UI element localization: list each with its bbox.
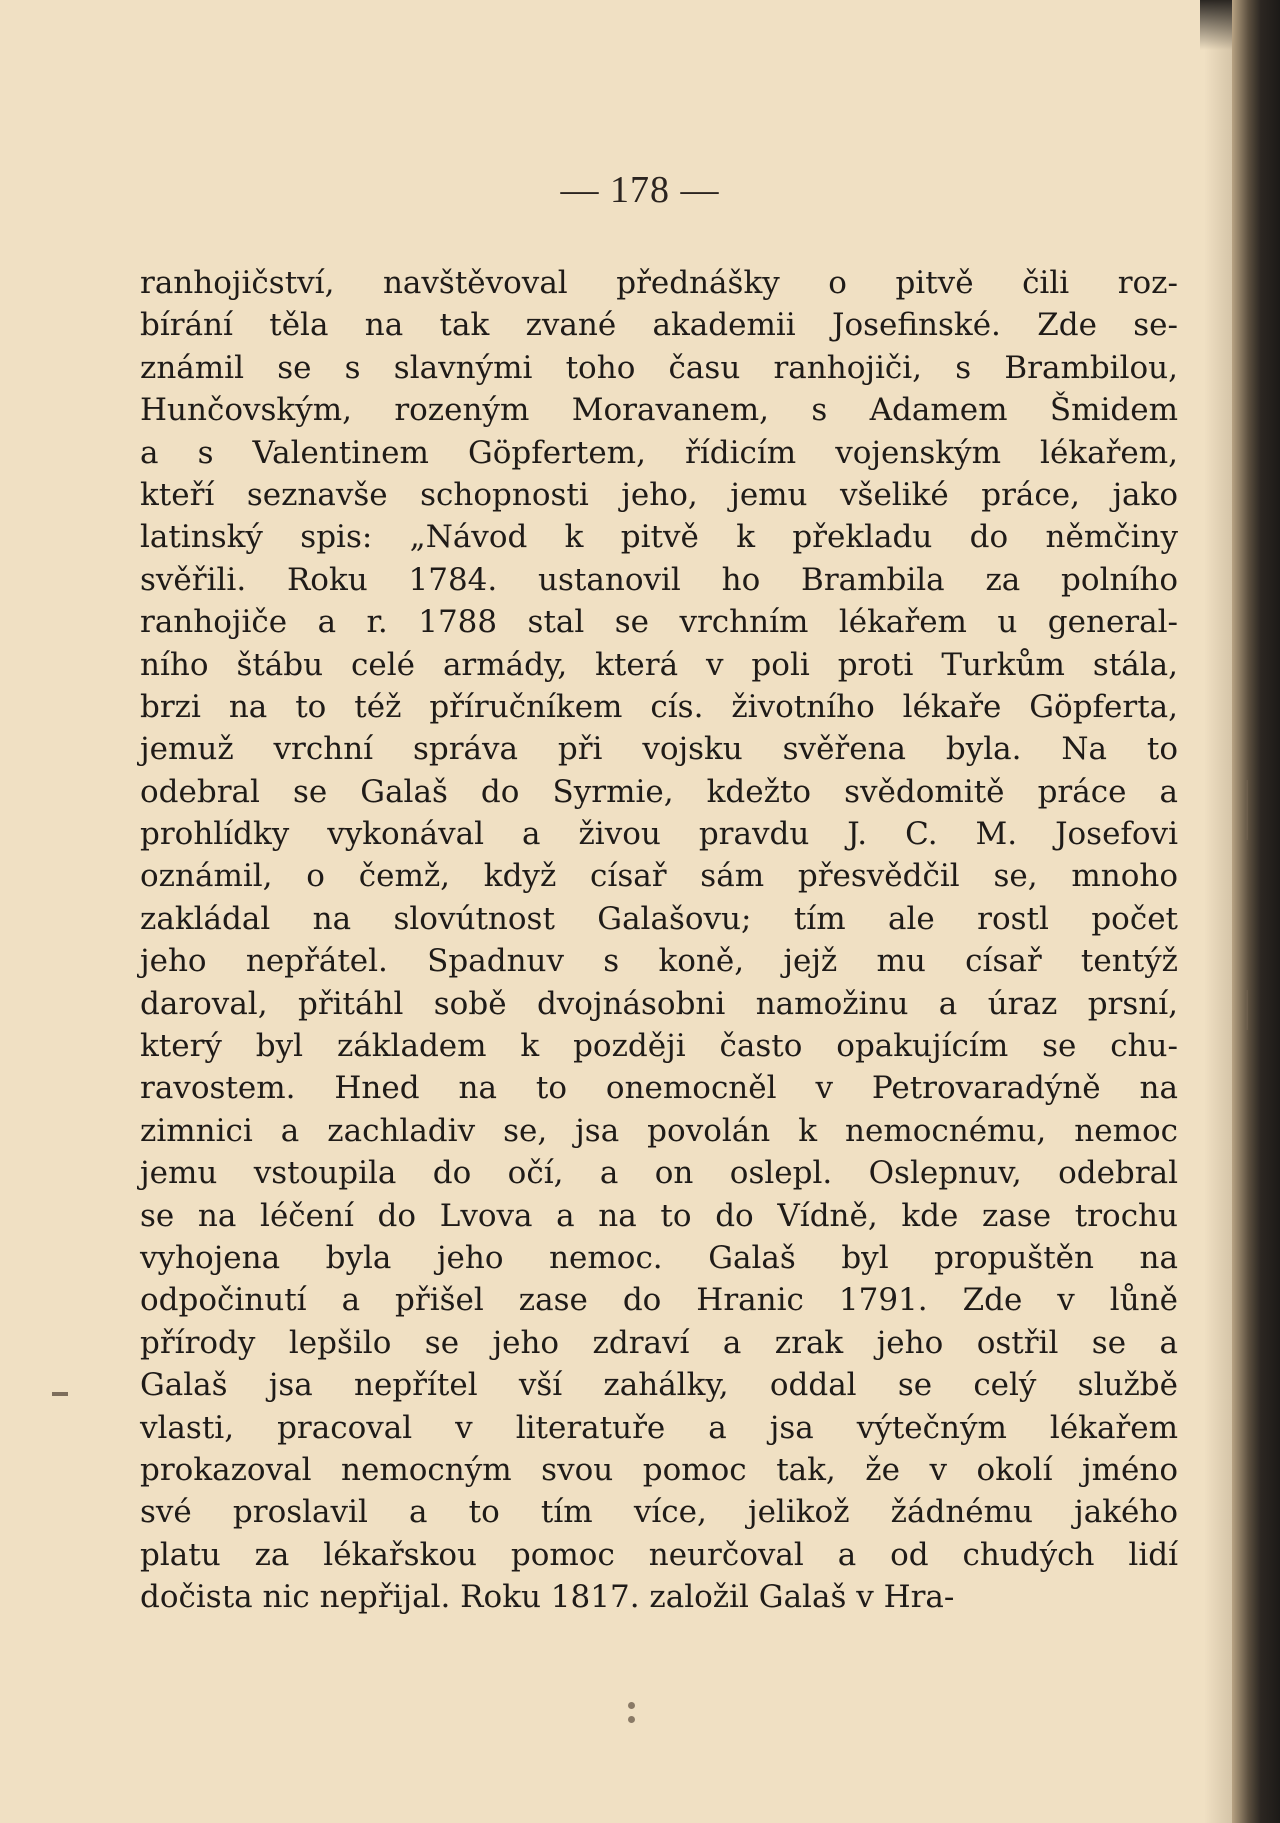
text-line: se na léčení do Lvova a na to do Vídně, kde zase trochu: [140, 1197, 1178, 1234]
text-line: brzi na to též příručníkem cís. životního lékaře Göpferta,: [140, 688, 1178, 725]
text-line: ranhojiče a r. 1788 stal se vrchním lékařem u general-: [140, 604, 1178, 641]
text-line: jemuž vrchní správa při vojsku svěřena byla. Na to: [140, 731, 1178, 768]
text-line: latinský spis: „Návod k pitvě k překladu do němčiny: [140, 519, 1178, 556]
body-text: [140, 262, 1178, 1619]
text-line: prokazoval nemocným svou pomoc tak, že v okolí jméno: [140, 1451, 1178, 1488]
text-line: daroval, přitáhl sobě dvojnásobni namožinu a úraz prsní,: [140, 985, 1178, 1022]
gutter-shadow: [1204, 0, 1232, 1823]
text-line: vyhojena byla jeho nemoc. Galaš byl propuštěn na: [140, 1239, 1178, 1276]
text-line: odebral se Galaš do Syrmie, kdežto svědomitě práce a: [140, 773, 1178, 810]
text-line: své proslavil a to tím více, jelikož žádnému jakého: [140, 1494, 1178, 1531]
dust-speck: [628, 1702, 635, 1709]
top-corner-shadow: [1200, 0, 1232, 50]
page-number: — 178 —: [560, 169, 720, 211]
text-line: jemu vstoupila do očí, a on oslepl. Oslepnuv, odebral: [140, 1155, 1178, 1192]
text-line: přírody lepšilo se jeho zdraví a zrak jeho ostřil se a: [140, 1324, 1178, 1361]
scan-artifact-line: [1246, 780, 1248, 840]
text-line: prohlídky vykonával a živou pravdu J. C. M. Josefovi: [140, 816, 1178, 853]
text-line: ranhojičství, navštěvoval přednášky o pitvě čili roz-: [140, 265, 1178, 301]
text-line: kteří seznavše schopnosti jeho, jemu všeliké práce, jako: [140, 476, 1178, 513]
text-line: zakládal na slovútnost Galašovu; tím ale rostl počet: [140, 900, 1178, 937]
dust-speck: [628, 1716, 635, 1723]
text-line: ního štábu celé armády, která v poli proti Turkům stála,: [140, 646, 1178, 683]
text-line: ravostem. Hned na to onemocněl v Petrovaradýně na: [140, 1070, 1178, 1107]
text-line: oznámil, o čemž, když císař sám přesvědčil se, mnoho: [140, 858, 1178, 895]
text-line: Galaš jsa nepřítel vší zahálky, oddal se celý službě: [140, 1367, 1178, 1404]
text-line: svěřili. Roku 1784. ustanovil ho Brambila za polního: [140, 561, 1178, 598]
text-line: odpočinutí a přišel zase do Hranic 1791. Zde v lůně: [140, 1282, 1178, 1319]
text-line: známil se s slavnými toho času ranhojiči, s Brambilou,: [140, 349, 1178, 386]
text-line: zimnici a zachladiv se, jsa povolán k nemocnému, nemoc: [140, 1112, 1178, 1149]
binding-gutter: [1232, 0, 1280, 1823]
text-line: jeho nepřátel. Spadnuv s koně, jejž mu císař tentýž: [140, 943, 1178, 980]
text-line: a s Valentinem Göpfertem, řídicím vojenským lékařem,: [140, 434, 1178, 471]
text-line: vlasti, pracoval v literatuře a jsa výtečným lékařem: [140, 1409, 1178, 1446]
text-line: který byl základem k později často opakujícím se chu-: [140, 1028, 1178, 1065]
text-line: bírání těla na tak zvané akademii Josefinské. Zde se-: [140, 307, 1178, 344]
scan-artifact-line: [1246, 990, 1248, 1030]
text-line: platu za lékařskou pomoc neurčoval a od chudých lidí: [140, 1536, 1178, 1573]
text-line: dočista nic nepřijal. Roku 1817. založil Galaš v Hra-: [140, 1579, 955, 1616]
margin-mark: [52, 1392, 68, 1396]
text-line: Hunčovským, rozeným Moravanem, s Adamem Šmidem: [140, 392, 1178, 429]
